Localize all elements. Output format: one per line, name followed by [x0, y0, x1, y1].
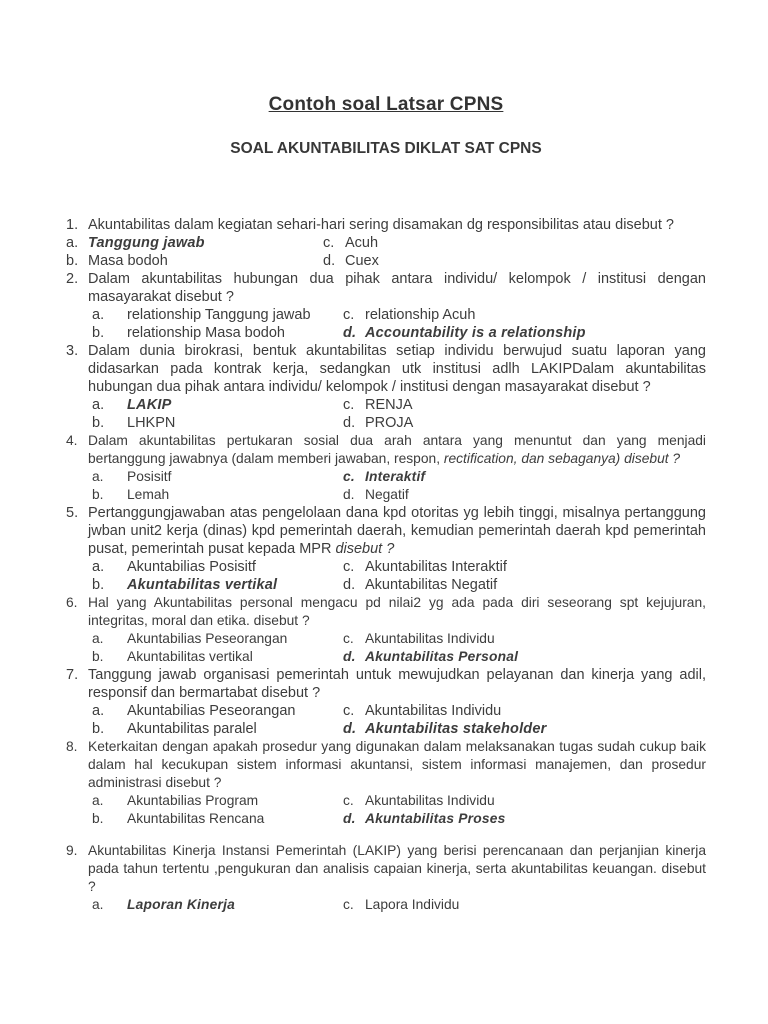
option-text: Akuntabilias Program [127, 793, 259, 808]
question-list [66, 216, 706, 914]
question-number: 6. [66, 595, 78, 610]
option-c [343, 896, 459, 914]
option-row [92, 558, 706, 576]
option-row [92, 414, 706, 432]
option-label: a. [92, 897, 104, 912]
option-label: a. [92, 307, 105, 323]
option-d [343, 810, 505, 828]
option-text: Akuntabilitas Individu [365, 631, 495, 646]
option-text: Akuntabilitas vertikal [127, 577, 278, 593]
option-b [92, 576, 343, 594]
option-label: d. [343, 325, 357, 341]
option-label: d. [343, 577, 356, 593]
question-text: Dalam dunia birokrasi, bentuk akuntabilitas setiap individu berwujud suatu laporan yang didasarkan pada kontrak kerja, sedangkan utk institusi adlh LAKIPDalam akuntabilitas hubungan dua pihak antara individu/ kelompok / institusi dengan masayarakat disebut ? [88, 343, 706, 395]
option-label: b. [92, 577, 105, 593]
option-text: RENJA [365, 397, 413, 413]
option-text: Tanggung jawab [88, 235, 205, 251]
question-text: Hal yang Akuntabilitas personal mengacu pd nilai2 yg ada pada diri seseorang spt kejujuran, integritas, moral dan etika. disebut ? [88, 595, 706, 628]
question-7 [66, 666, 706, 738]
question-text: Dalam akuntabilitas hubungan dua pihak antara individu/ kelompok / institusi dengan masayarakat disebut ? [88, 271, 706, 305]
option-label: a. [92, 397, 105, 413]
option-c [343, 468, 425, 486]
option-row [92, 486, 706, 504]
option-c [343, 558, 507, 576]
option-row [92, 720, 706, 738]
question-text: Keterkaitan dengan apakah prosedur yang digunakan dalam melaksanakan tugas sudah cukup baik dalam hal kecukupan sistem informasi akuntansi, sistem informasi manajemen, dan prosedur administrasi disebut ? [88, 739, 706, 790]
option-row [92, 468, 706, 486]
option-c [323, 234, 378, 252]
option-label: a. [66, 235, 79, 251]
option-row [92, 576, 706, 594]
question-text: Pertanggungjawaban atas pengelolaan dana kpd otoritas yg lebih tinggi, misalnya pertanggung jwban unit2 kerja (dinas) kpd pemerintah daerah, kemudian pemerintah daerah kpd pemerintah pusat, pemerintah pusat kepada MPR disebut ? [88, 505, 706, 557]
question-text: Tanggung jawab organisasi pemerintah untuk mewujudkan pelayanan dan kinerja yang adil, responsif dan bermartabat disebut ? [88, 667, 706, 701]
option-label: c. [343, 307, 355, 323]
option-label: d. [343, 811, 356, 826]
option-row [92, 896, 706, 914]
option-label: c. [323, 235, 335, 251]
option-label: c. [343, 397, 355, 413]
option-label: c. [343, 559, 355, 575]
option-d [343, 720, 546, 738]
option-text: Masa bodoh [88, 253, 168, 269]
question-number: 1. [66, 217, 79, 233]
option-row [66, 234, 706, 252]
option-text: Negatif [365, 487, 409, 502]
question-5 [66, 504, 706, 594]
option-text: Lemah [127, 487, 170, 502]
option-label: d. [343, 487, 355, 502]
question-number: 3. [66, 343, 79, 359]
option-text: Akuntabilitas Interaktif [365, 559, 507, 575]
option-text: Akuntabilitas Individu [365, 793, 495, 808]
option-a [92, 396, 343, 414]
option-row [92, 396, 706, 414]
option-text: Akuntabilitas Proses [365, 811, 506, 826]
option-label: c. [343, 631, 354, 646]
option-text: Laporan Kinerja [127, 897, 236, 912]
option-text: Akuntabilitas Individu [365, 703, 502, 719]
option-label: b. [92, 721, 105, 737]
option-a [92, 558, 343, 576]
option-a [92, 896, 343, 914]
option-row [92, 702, 706, 720]
page-title: Contoh soal Latsar CPNS [268, 94, 504, 115]
option-b [92, 486, 343, 504]
option-text: PROJA [365, 415, 414, 431]
option-a [92, 306, 343, 324]
option-text: Akuntabilitas stakeholder [365, 721, 547, 737]
option-c [343, 792, 495, 810]
option-a [92, 792, 343, 810]
option-text: Akuntabilitas Personal [365, 649, 519, 664]
option-row [92, 648, 706, 666]
option-label: d. [323, 253, 336, 269]
question-number: 4. [66, 433, 78, 448]
option-row [92, 306, 706, 324]
question-3 [66, 342, 706, 432]
option-text: Akuntabilias Peseorangan [127, 631, 288, 646]
option-label: a. [92, 559, 105, 575]
option-d [343, 576, 497, 594]
option-text: LAKIP [127, 397, 172, 413]
option-c [343, 306, 475, 324]
option-text: LHKPN [127, 415, 176, 431]
option-text: Akuntabilitas vertikal [127, 649, 253, 664]
option-b [92, 810, 343, 828]
option-text: Akuntabilitas Rencana [127, 811, 265, 826]
option-label: b. [92, 325, 105, 341]
question-4 [66, 432, 706, 504]
option-d [343, 414, 413, 432]
option-label: b. [92, 811, 104, 826]
option-label: c. [343, 793, 354, 808]
page-subtitle: SOAL AKUNTABILITAS DIKLAT SAT CPNS [230, 140, 542, 157]
option-text: Akuntabilitas paralel [127, 721, 257, 737]
question-8 [66, 738, 706, 828]
option-label: a. [92, 469, 104, 484]
question-2 [66, 270, 706, 342]
option-text: Posisitf [127, 469, 172, 484]
option-label: c. [343, 897, 354, 912]
question-text: Akuntabilitas dalam kegiatan sehari-hari sering disamakan dg responsibilitas atau disebut ? [88, 217, 674, 233]
question-text: Akuntabilitas Kinerja Instansi Pemerintah (LAKIP) yang berisi perencanaan dan perjanjian kinerja pada tahun tertentu ,pengukuran dan analisis capaian kinerja, serta akuntabilitas keuangan. disebut ? [88, 843, 706, 894]
question-number: 5. [66, 505, 79, 521]
option-a [66, 234, 323, 252]
question-number: 2. [66, 271, 79, 287]
option-text: relationship Masa bodoh [127, 325, 285, 341]
option-c [343, 630, 495, 648]
option-c [343, 702, 501, 720]
question-9 [66, 842, 706, 914]
option-label: a. [92, 631, 104, 646]
option-label: d. [343, 649, 356, 664]
option-row [92, 810, 706, 828]
option-b [92, 414, 343, 432]
option-row [92, 630, 706, 648]
option-b [92, 324, 343, 342]
option-text: Interaktif [365, 469, 426, 484]
question-number: 7. [66, 667, 79, 683]
option-text: Accountability is a relationship [365, 325, 586, 341]
question-6 [66, 594, 706, 666]
option-row [66, 252, 706, 270]
question-number: 9. [66, 843, 78, 858]
option-text: Akuntabilias Posisitf [127, 559, 256, 575]
option-label: b. [92, 415, 105, 431]
option-d [323, 252, 379, 270]
option-text: relationship Acuh [365, 307, 476, 323]
option-label: b. [92, 487, 104, 502]
option-row [92, 792, 706, 810]
option-label: b. [92, 649, 104, 664]
option-label: c. [343, 469, 355, 484]
option-text: Akuntabilias Peseorangan [127, 703, 296, 719]
option-d [343, 324, 586, 342]
option-a [92, 702, 343, 720]
option-text: Cuex [345, 253, 379, 269]
option-text: Acuh [345, 235, 379, 251]
option-a [92, 630, 343, 648]
option-label: d. [343, 415, 356, 431]
option-d [343, 486, 409, 504]
option-text: Lapora Individu [365, 897, 460, 912]
option-label: a. [92, 793, 104, 808]
option-b [92, 720, 343, 738]
option-d [343, 648, 518, 666]
option-label: a. [92, 703, 105, 719]
question-text: Dalam akuntabilitas pertukaran sosial dua arah antara yang menuntut dan yang menjadi bertanggung jawabnya (dalam memberi jawaban, respon, rectification, dan sebaganya) disebut ? [88, 433, 706, 466]
option-b [66, 252, 323, 270]
option-text: relationship Tanggung jawab [127, 307, 311, 323]
option-a [92, 468, 343, 486]
option-label: c. [343, 703, 355, 719]
option-c [343, 396, 413, 414]
question-1 [66, 216, 706, 270]
question-number: 8. [66, 739, 78, 754]
option-b [92, 648, 343, 666]
option-label: b. [66, 253, 79, 269]
option-text: Akuntabilitas Negatif [365, 577, 498, 593]
option-row [92, 324, 706, 342]
option-label: d. [343, 721, 357, 737]
